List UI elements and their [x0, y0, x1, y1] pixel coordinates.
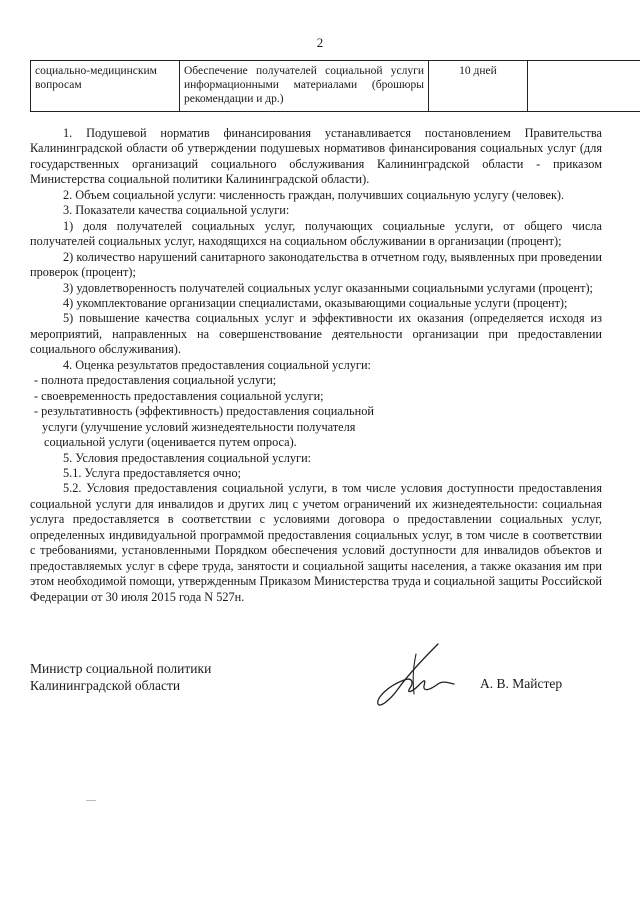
table-cell-term: 10 дней	[429, 61, 528, 112]
table-cell-topic: социально-медицинским вопросам	[31, 61, 180, 112]
table-row	[31, 61, 640, 112]
table-cell-note	[528, 61, 640, 112]
list-item: социальной услуги (оценивается путем опроса).	[44, 435, 297, 450]
position-line-2: Калининградской области	[30, 678, 181, 693]
paragraph: 5.2. Условия предоставления социальной услуги, в том числе условия доступности предоставления социальной услуги для инвалидов и других лиц с учетом ограничений их жизнедеятельности: социальная услуга предоставляется в соответствии с условиями договора о предоставлении социальных услуг, определенных индивидуальной программой предоставления социальных услуг, в том числе в соответствии с требованиями, установленными Порядком обеспечения условий доступности для инвалидов объектов и предоставляемых услуг в сфере труда, занятости и социальной защиты населения, а также оказания им при этом необходимой помощи, утвержденным Приказом Министерства труда и социальной защиты Российской Федерации от 30 июля 2015 года N 527н.	[30, 481, 602, 604]
handwritten-signature	[368, 634, 468, 714]
paragraph: 1) доля получателей социальных услуг, получающих социальные услуги, от общего числа получателей социальных услуг, находящихся на социальном обслуживании в организации (процент);	[30, 218, 602, 249]
page-number: 2	[316, 35, 324, 50]
paragraph: 2. Объем социальной услуги: численность граждан, получивших социальную услугу (человек).	[63, 187, 565, 202]
paragraph: 2) количество нарушений санитарного законодательства в отчетном году, выявленных при проведении проверок (процент);	[30, 249, 602, 280]
services-table	[30, 60, 640, 112]
list-item: - полнота предоставления социальной услуги;	[34, 373, 277, 388]
paragraph: 4) укомплектование организации специалистами, оказывающими социальные услуги (процент);	[63, 295, 568, 310]
table-cell-service: Обеспечение получателей социальной услуги информационными материалами (брошюры рекомендации и др.)	[180, 61, 429, 112]
signatory-name: А. В. Майстер	[480, 676, 563, 691]
paragraph: 1. Подушевой норматив финансирования устанавливается постановлением Правительства Калининградской области об утверждении подушевых нормативов финансирования социальных услуг (для государственных организаций социального обслуживания Калининградской области - приказом Министерства социальной политики Калининградской области).	[30, 126, 602, 187]
position-line-1: Министр социальной политики	[30, 661, 212, 676]
list-item: услуги (улучшение условий жизнедеятельности получателя	[42, 419, 356, 434]
paragraph: 5.1. Услуга предоставляется очно;	[63, 465, 242, 480]
document-body	[30, 126, 602, 605]
scan-mark	[86, 800, 96, 801]
paragraph: 5. Условия предоставления социальной услуги:	[63, 450, 312, 465]
list-item: - результативность (эффективность) предоставления социальной	[34, 404, 374, 419]
list-item: - своевременность предоставления социальной услуги;	[34, 388, 324, 403]
paragraph: 3. Показатели качества социальной услуги:	[63, 203, 290, 218]
paragraph: 5) повышение качества социальных услуг и эффективности их оказания (определяется исходя из мероприятий, направленных на совершенствование деятельности организации при предоставлении социального обслуживания).	[30, 311, 602, 357]
paragraph: 4. Оценка результатов предоставления социальной услуги:	[63, 357, 371, 372]
paragraph: 3) удовлетворенность получателей социальных услуг оказанными социальными услугами (процент);	[63, 280, 593, 295]
signatory-position	[30, 660, 211, 694]
